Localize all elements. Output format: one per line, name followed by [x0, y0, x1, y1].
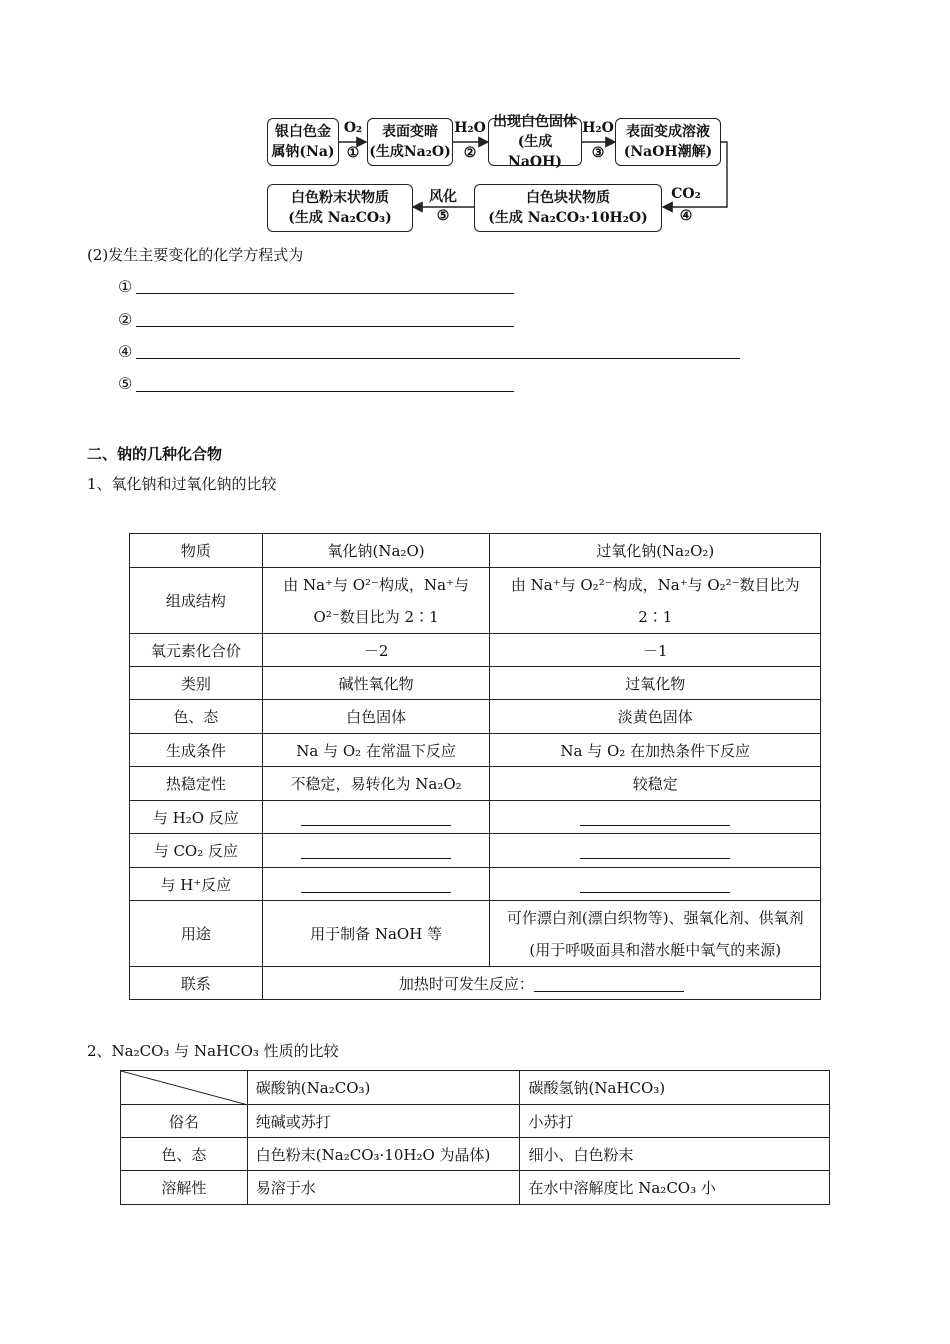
header-nahco3: 碳酸氢钠(NaHCO₃)	[520, 1071, 830, 1105]
row-label: 与 CO₂ 反应	[130, 834, 263, 868]
answer-blank[interactable]	[534, 977, 684, 992]
row-label: 俗名	[121, 1105, 248, 1138]
cell-b: －1	[490, 634, 821, 667]
header-na2co3: 碳酸钠(Na₂CO₃)	[247, 1071, 520, 1105]
header-substance: 物质	[130, 534, 263, 568]
flow-box-white-block-line2: (生成 Na₂CO₃·10H₂O)	[488, 210, 648, 226]
cell-a: 由 Na⁺与 O²⁻构成，Na⁺与 O²⁻数目比为 2∶1	[262, 568, 490, 634]
table-row	[130, 967, 821, 1000]
table-row	[130, 667, 821, 700]
flow-box-darken-line2: (生成Na₂O)	[369, 144, 451, 160]
row-label: 热稳定性	[130, 767, 263, 801]
answer-blank[interactable]	[580, 878, 730, 893]
table-row	[121, 1138, 830, 1171]
cell-b: 可作漂白剂(漂白织物等)、强氧化剂、供氧剂(用于呼吸面具和潜水艇中氧气的来源)	[490, 901, 821, 967]
equation-1-num: ①	[118, 277, 133, 296]
answer-blank[interactable]	[580, 844, 730, 859]
cell-a: －2	[262, 634, 490, 667]
row-label: 类别	[130, 667, 263, 700]
cell-b-blank[interactable]	[490, 801, 821, 834]
cell-b: 由 Na⁺与 O₂²⁻构成，Na⁺与 O₂²⁻数目比为 2∶1	[490, 568, 821, 634]
answer-blank[interactable]	[580, 811, 730, 826]
diagonal-line	[121, 1071, 248, 1105]
flow-box-white-solid-line2: (生成 NaOH)	[508, 134, 562, 170]
cell-b: Na 与 O₂ 在加热条件下反应	[490, 734, 821, 767]
flow-box-white-block	[474, 184, 662, 232]
table-row	[130, 767, 821, 801]
section2-title: 二、钠的几种化合物	[87, 445, 223, 463]
answer-blank[interactable]	[301, 878, 451, 893]
table-row	[130, 801, 821, 834]
oxide-comparison-table	[129, 533, 821, 1000]
row-label: 组成结构	[130, 568, 263, 634]
flow-box-white-powder-line2: (生成 Na₂CO₃)	[288, 210, 392, 226]
flow-step3-reagent: H₂O	[582, 120, 614, 136]
cell-a: 用于制备 NaOH 等	[262, 901, 490, 967]
connection-text: 加热时可发生反应：	[398, 974, 534, 993]
cell-a-blank[interactable]	[262, 834, 490, 868]
cell-connection	[262, 967, 820, 1000]
table-row	[121, 1171, 830, 1205]
row-label: 联系	[130, 967, 263, 1000]
header-na2o2: 过氧化钠(Na₂O₂)	[490, 534, 821, 568]
answer-blank[interactable]	[301, 811, 451, 826]
flow-box-sodium-line2: 属钠(Na)	[271, 144, 335, 160]
equation-2-num: ②	[118, 310, 133, 329]
cell-a: 易溶于水	[247, 1171, 520, 1205]
question2-prompt: (2)发生主要变化的化学方程式为	[87, 246, 304, 264]
row-label: 氧元素化合价	[130, 634, 263, 667]
row-label: 与 H⁺反应	[130, 868, 263, 901]
flow-box-white-solid	[488, 114, 582, 170]
flow-box-sodium	[267, 118, 339, 166]
flow-box-sodium-line1: 银白色金	[275, 124, 331, 140]
flow-step5-num: ⑤	[436, 208, 450, 224]
flow-step3-num: ③	[591, 145, 605, 161]
cell-a: 白色固体	[262, 700, 490, 734]
equation-2-blank[interactable]	[136, 326, 514, 327]
row-label: 溶解性	[121, 1171, 248, 1205]
table-row	[121, 1105, 830, 1138]
row-label: 与 H₂O 反应	[130, 801, 263, 834]
section2-sub2: 2、Na₂CO₃ 与 NaHCO₃ 性质的比较	[87, 1042, 339, 1060]
row-label: 用途	[130, 901, 263, 967]
cell-b: 在水中溶解度比 Na₂CO₃ 小	[520, 1171, 830, 1205]
answer-blank[interactable]	[301, 844, 451, 859]
row-label: 生成条件	[130, 734, 263, 767]
flow-step2-reagent: H₂O	[454, 120, 486, 136]
cell-b: 小苏打	[520, 1105, 830, 1138]
flow-box-white-solid-line1: 出现白色固体	[493, 114, 577, 130]
equation-5-num: ⑤	[118, 374, 133, 393]
cell-a: Na 与 O₂ 在常温下反应	[262, 734, 490, 767]
cell-b: 细小、白色粉末	[520, 1138, 830, 1171]
table-row	[130, 568, 821, 634]
flow-box-white-powder-line1: 白色粉末状物质	[291, 190, 389, 206]
row-label: 色、态	[130, 700, 263, 734]
flow-box-white-powder	[267, 184, 413, 232]
cell-b: 过氧化物	[490, 667, 821, 700]
cell-b: 淡黄色固体	[490, 700, 821, 734]
flow-box-solution-line1: 表面变成溶液	[626, 124, 710, 140]
cell-a: 白色粉末(Na₂CO₃·10H₂O 为晶体)	[247, 1138, 520, 1171]
table-row	[130, 700, 821, 734]
equation-1-blank[interactable]	[136, 293, 514, 294]
flow-step5-reagent: 风化	[429, 189, 457, 205]
header-diagonal	[121, 1071, 248, 1105]
cell-a: 不稳定，易转化为 Na₂O₂	[262, 767, 490, 801]
equation-4-num: ④	[118, 342, 133, 361]
flow-box-darken-line1: 表面变暗	[382, 124, 438, 140]
equation-5-blank[interactable]	[136, 391, 514, 392]
flow-box-darken	[367, 118, 453, 166]
table-row	[130, 734, 821, 767]
table-header-row	[121, 1071, 830, 1105]
cell-b-blank[interactable]	[490, 834, 821, 868]
section2-sub1: 1、氧化钠和过氧化钠的比较	[87, 475, 277, 493]
equation-4-blank[interactable]	[136, 358, 740, 359]
cell-a: 碱性氧化物	[262, 667, 490, 700]
flow-step1-reagent: O₂	[343, 120, 363, 136]
flow-step4-num: ④	[679, 208, 693, 224]
table-row	[130, 868, 821, 901]
table-row	[130, 834, 821, 868]
table-row	[130, 901, 821, 967]
carbonate-comparison-table	[120, 1070, 830, 1205]
table-header-row	[130, 534, 821, 568]
flow-box-solution-line2: (NaOH潮解)	[623, 144, 713, 160]
flow-box-white-block-line1: 白色块状物质	[526, 190, 610, 206]
flow-step1-num: ①	[346, 145, 360, 161]
flow-box-solution	[615, 118, 721, 166]
row-label: 色、态	[121, 1138, 248, 1171]
table-row	[130, 634, 821, 667]
cell-b-blank[interactable]	[490, 868, 821, 901]
cell-a-blank[interactable]	[262, 868, 490, 901]
cell-a-blank[interactable]	[262, 801, 490, 834]
cell-b: 较稳定	[490, 767, 821, 801]
flow-step4-reagent: CO₂	[671, 186, 701, 202]
header-na2o: 氧化钠(Na₂O)	[262, 534, 490, 568]
cell-a: 纯碱或苏打	[247, 1105, 520, 1138]
flow-step2-num: ②	[463, 145, 477, 161]
